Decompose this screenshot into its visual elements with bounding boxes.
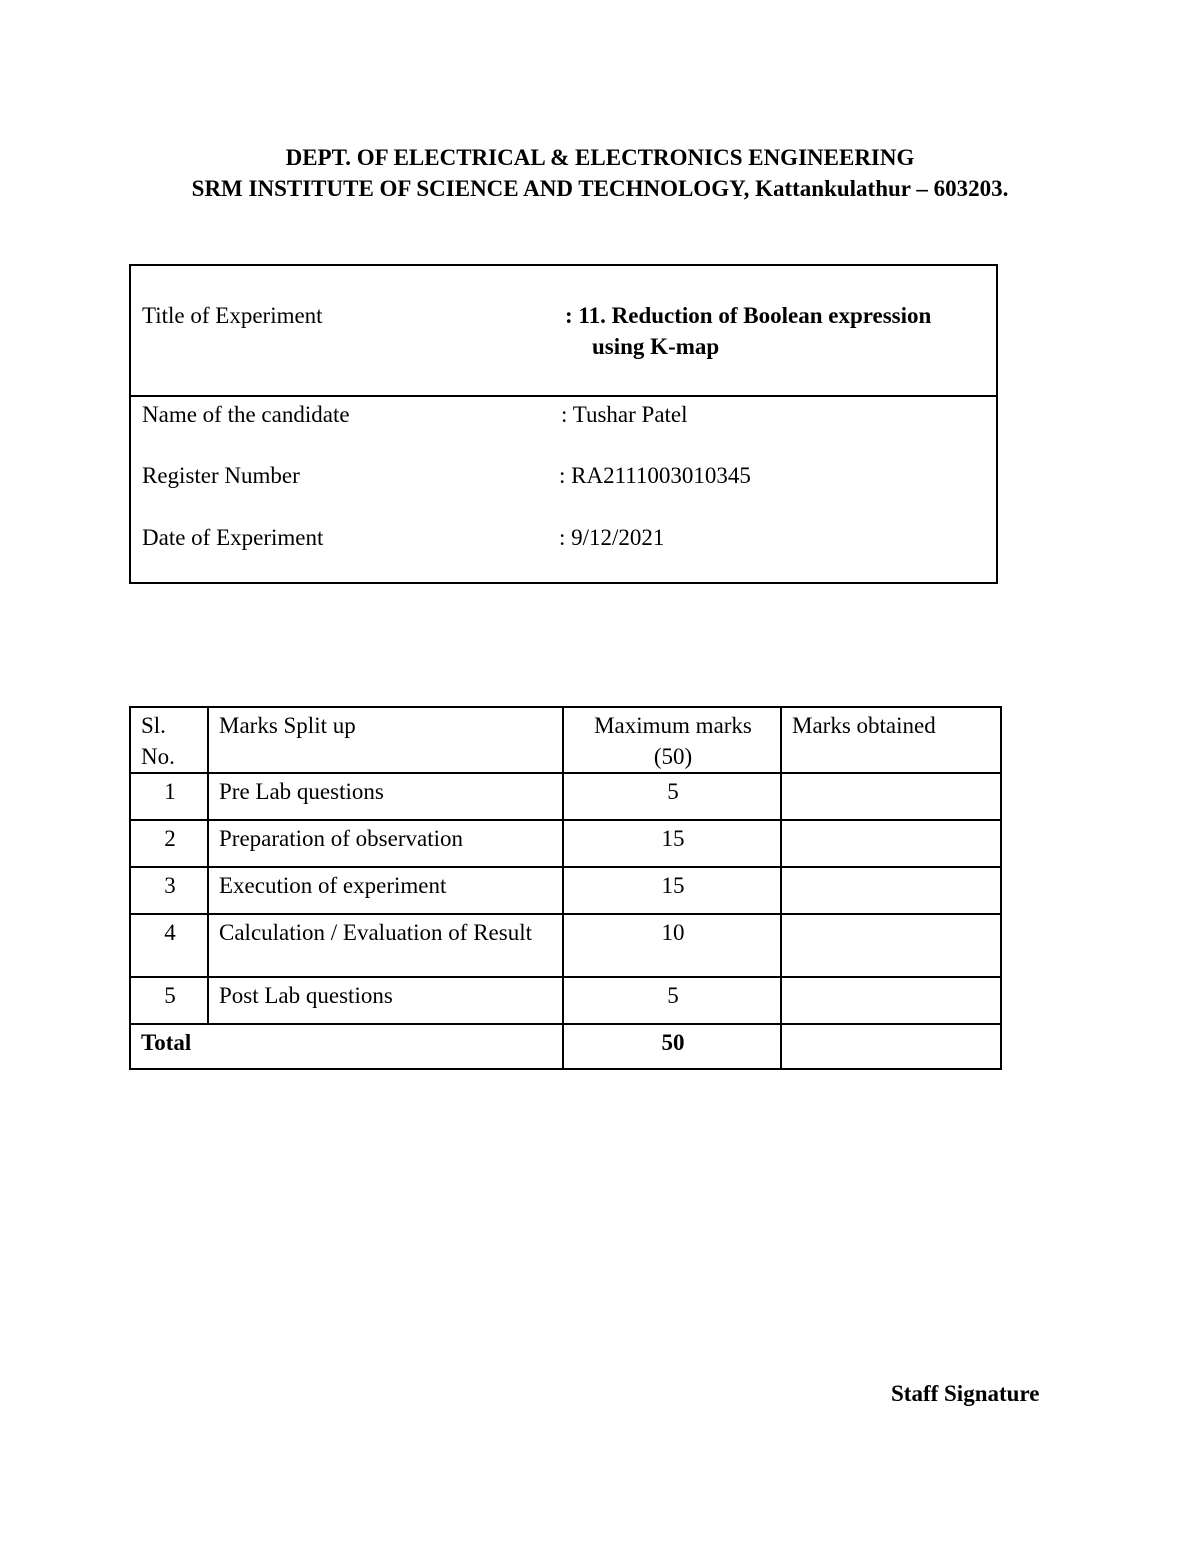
marks-table bbox=[129, 706, 1002, 1070]
row-sl-no: 2 bbox=[130, 820, 208, 867]
row-item: Calculation / Evaluation of Result bbox=[208, 914, 563, 977]
document-header bbox=[0, 142, 1200, 204]
row-marks-obtained bbox=[781, 773, 1001, 820]
department-heading: DEPT. OF ELECTRICAL & ELECTRONICS ENGINEERING bbox=[285, 145, 915, 170]
row-sl-no: 5 bbox=[130, 977, 208, 1024]
row-max-marks: 15 bbox=[563, 867, 781, 914]
experiment-date-value: : 9/12/2021 bbox=[559, 525, 665, 550]
row-max-marks: 15 bbox=[563, 820, 781, 867]
title-of-experiment-label: Title of Experiment bbox=[142, 303, 323, 328]
total-row bbox=[130, 1024, 1001, 1069]
row-sl-no: 3 bbox=[130, 867, 208, 914]
row-max-marks: 5 bbox=[563, 977, 781, 1024]
table-row bbox=[130, 867, 1001, 914]
row-max-marks: 5 bbox=[563, 773, 781, 820]
table-row bbox=[130, 820, 1001, 867]
register-number-label: Register Number bbox=[142, 463, 300, 488]
experiment-title-value bbox=[565, 300, 985, 362]
marks-obtained-header: Marks obtained bbox=[781, 707, 1001, 773]
institute-heading: SRM INSTITUTE OF SCIENCE AND TECHNOLOGY, Kattankulathur – 603203. bbox=[191, 176, 1009, 201]
register-number-value: : RA2111003010345 bbox=[559, 463, 751, 488]
row-max-marks: 10 bbox=[563, 914, 781, 977]
row-marks-obtained bbox=[781, 867, 1001, 914]
table-row bbox=[130, 977, 1001, 1024]
row-marks-obtained bbox=[781, 977, 1001, 1024]
row-sl-no: 1 bbox=[130, 773, 208, 820]
candidate-name-label: Name of the candidate bbox=[142, 402, 350, 427]
experiment-title-line2: using K-map bbox=[592, 334, 720, 359]
candidate-name-value: : Tushar Patel bbox=[561, 402, 688, 427]
experiment-info-box bbox=[129, 264, 998, 584]
staff-signature-label: Staff Signature bbox=[891, 1381, 1040, 1406]
table-row bbox=[130, 914, 1001, 977]
row-item: Pre Lab questions bbox=[208, 773, 563, 820]
experiment-date-label: Date of Experiment bbox=[142, 525, 324, 550]
marks-table-header-row bbox=[130, 707, 1001, 773]
maximum-marks-header: Maximum marks (50) bbox=[563, 707, 781, 773]
table-row bbox=[130, 773, 1001, 820]
row-marks-obtained bbox=[781, 914, 1001, 977]
sl-no-header: Sl. No. bbox=[130, 707, 208, 773]
row-item: Post Lab questions bbox=[208, 977, 563, 1024]
row-item: Execution of experiment bbox=[208, 867, 563, 914]
total-marks-obtained bbox=[781, 1024, 1001, 1069]
marks-split-header: Marks Split up bbox=[208, 707, 563, 773]
total-label: Total bbox=[130, 1024, 563, 1069]
experiment-title-row bbox=[131, 266, 996, 397]
experiment-title-line1: : 11. Reduction of Boolean expression bbox=[565, 303, 932, 328]
row-item: Preparation of observation bbox=[208, 820, 563, 867]
total-max-marks: 50 bbox=[563, 1024, 781, 1069]
row-sl-no: 4 bbox=[130, 914, 208, 977]
row-marks-obtained bbox=[781, 820, 1001, 867]
